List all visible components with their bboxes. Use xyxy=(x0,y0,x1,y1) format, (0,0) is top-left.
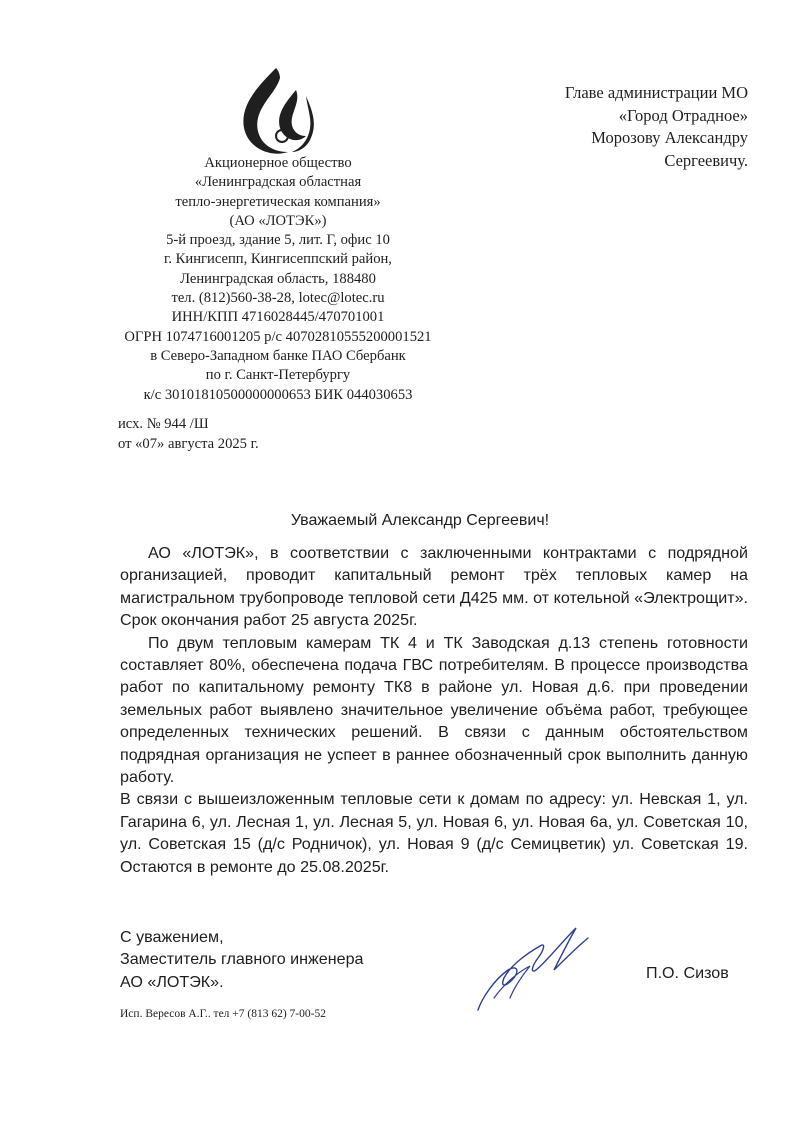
company-line: Ленинградская область, 188480 xyxy=(180,270,376,287)
addressee-line: Морозову Александру xyxy=(591,128,748,147)
company-line: тепло-энергетическая компания» xyxy=(175,193,381,210)
company-line: 5-й проезд, здание 5, лит. Г, офис 10 xyxy=(166,232,390,249)
company-line: к/с 30101810500000000653 БИК 044030653 xyxy=(143,386,413,403)
logo-flame-outer xyxy=(243,68,288,154)
closing-line: С уважением, xyxy=(120,928,224,946)
letter-body xyxy=(120,542,748,878)
body-paragraph: В связи с вышеизложенным тепловые сети к домам по адресу: ул. Невская 1, ул. Гагарина 6, ул. Лесная 1, ул. Лесная 5, ул. Новая 6, ул. Новая 6а, ул. Советская 10, ул. Советская 15 (д/с Родничок), ул. Новая 9 (д/с Семицветик) ул. Советская 19. Остаются в ремонте до 25.08.2025г. xyxy=(120,790,748,876)
closing-block xyxy=(120,926,363,993)
company-line: в Северо-Западном банке ПАО Сбербанк xyxy=(150,347,406,364)
company-line: г. Кингисепп, Кингисеппский район, xyxy=(164,251,392,268)
company-line: Акционерное общество xyxy=(204,155,352,171)
signature-stroke xyxy=(494,966,530,998)
closing-line: АО «ЛОТЭК». xyxy=(120,972,224,991)
logo-flame-inner xyxy=(279,90,306,140)
company-line: по г. Санкт-Петербургу xyxy=(205,367,351,384)
company-line: ИНН/КПП 4716028445/470701001 xyxy=(171,309,385,326)
addressee-line: Сергеевичу. xyxy=(664,150,748,170)
salutation: Уважаемый Александр Сергеевич! xyxy=(290,512,550,529)
company-details xyxy=(98,154,458,405)
company-line: (АО «ЛОТЭК») xyxy=(229,212,327,229)
handwritten-signature xyxy=(464,918,604,1018)
company-line: «Ленинградская областная xyxy=(194,174,362,191)
outgoing-date: от «07» августа 2025 г. xyxy=(118,436,259,452)
signer-name: П.О. Сизов xyxy=(646,964,729,982)
company-line: ОГРН 1074716001205 р/с 40702810555200001521 xyxy=(124,328,432,345)
addressee-block xyxy=(470,82,748,172)
addressee-line: Главе администрации МО xyxy=(564,83,748,102)
outgoing-reference xyxy=(118,414,259,454)
closing-line: Заместитель главного инженера xyxy=(120,950,364,969)
flame-logo-icon xyxy=(236,66,320,158)
addressee-line: «Город Отрадное» xyxy=(618,105,748,125)
executor-contact: Исп. Вересов А.Г.. тел +7 (813 62) 7-00-52 xyxy=(120,1008,326,1020)
body-paragraph: По двум тепловым камерам ТК 4 и ТК Заводская д.13 степень готовности составляет 80%, обеспечена подача ГВС потребителям. В процессе производства работ по капитальному ремонту ТК8 в районе ул. Новая д.6. при проведении земельных работ выявлено значительное увеличение объёма работ, требующее определенных технических решений. В связи с данным обстоятельством подрядная организация не успеет в раннее обозначенный срок выполнить данную работу. xyxy=(120,633,748,787)
body-paragraph: АО «ЛОТЭК», в соответствии с заключенными контрактами с подрядной организацией, проводит капитальный ремонт трёх тепловых камер на магистральном трубопроводе тепловой сети Д425 мм. от котельной «Электрощит». Срок окончания работ 25 августа 2025г. xyxy=(120,544,748,630)
outgoing-number: исх. № 944 /Ш xyxy=(118,416,209,432)
company-line: тел. (812)560-38-28, lotec@lotec.ru xyxy=(171,290,385,307)
